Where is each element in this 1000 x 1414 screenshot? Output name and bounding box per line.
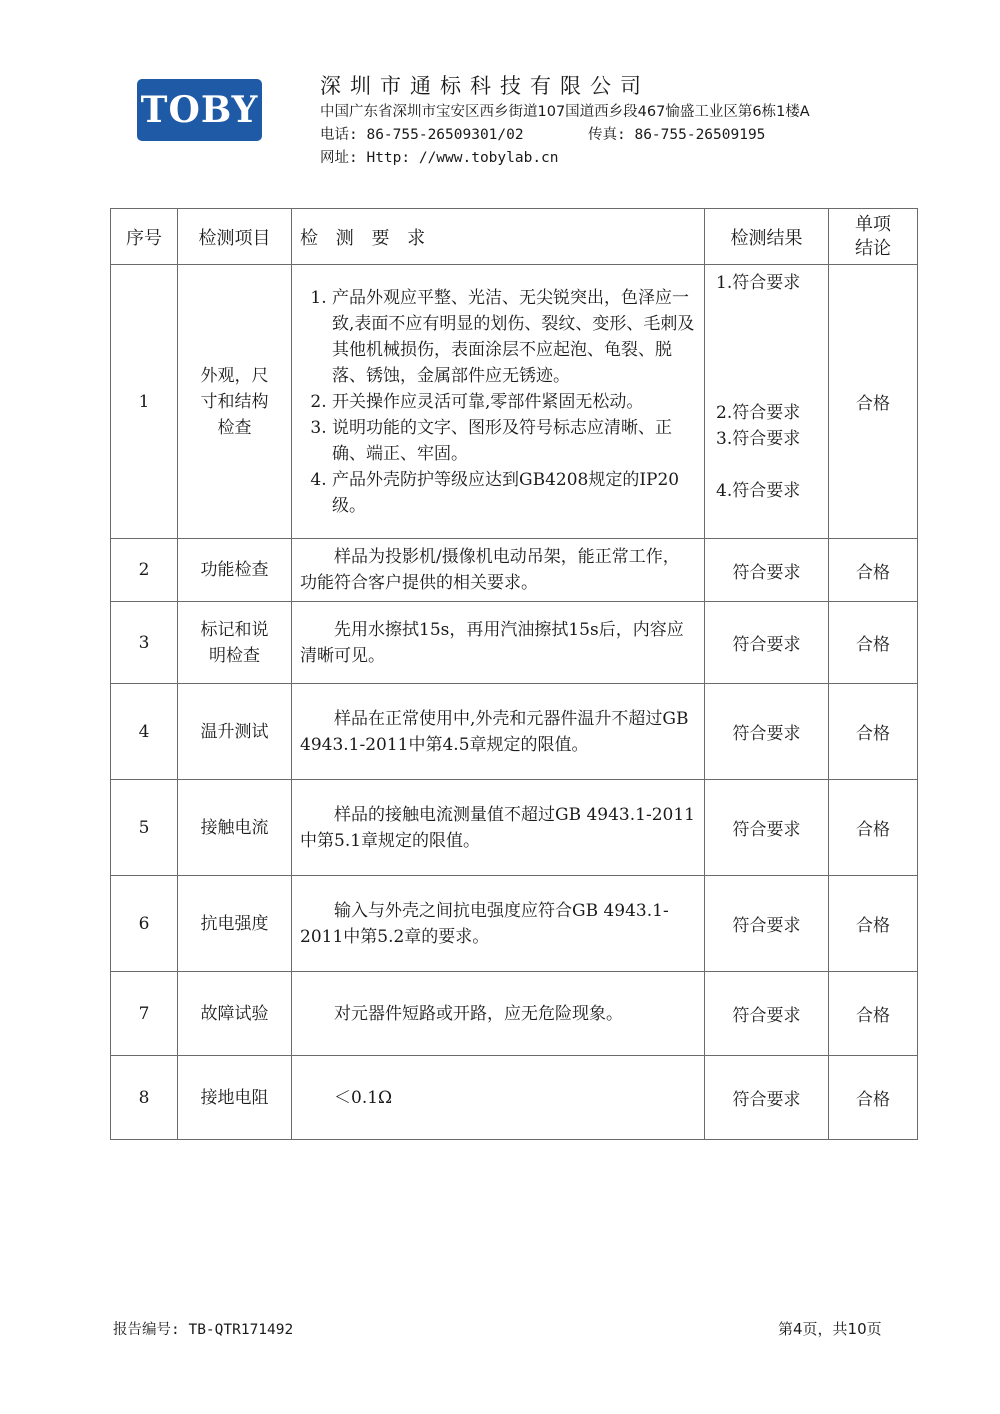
requirement-text: 样品的接触电流测量值不超过GB 4943.1-2011中第5.1章规定的限值。	[300, 804, 695, 851]
logo-text: TOBY	[140, 89, 259, 131]
result-item: 3.符合要求	[716, 429, 801, 449]
report-number: 报告编号: TB-QTR171492	[113, 1322, 294, 1338]
result-item: 4.符合要求	[716, 481, 801, 501]
inspection-table	[110, 208, 918, 1140]
row-result: 符合要求	[705, 780, 829, 876]
row-item: 抗电强度	[178, 876, 292, 972]
company-phone: 电话: 86-755-26509301/02	[320, 127, 524, 143]
page-number: 第4页，共10页	[778, 1320, 882, 1338]
row-no: 7	[111, 972, 178, 1056]
row-result: 符合要求	[705, 972, 829, 1056]
table-row	[111, 972, 918, 1056]
requirement-list	[300, 285, 696, 519]
requirement-text: 样品为投影机/摄像机电动吊架，能正常工作，功能符合客户提供的相关要求。	[300, 547, 680, 593]
row-result: 符合要求	[705, 684, 829, 780]
table-row	[111, 684, 918, 780]
row-result	[705, 265, 829, 539]
row-result: 符合要求	[705, 1056, 829, 1140]
row-requirement	[292, 539, 705, 602]
row-requirement	[292, 1056, 705, 1140]
row-requirement	[292, 972, 705, 1056]
row-item	[178, 602, 292, 684]
row-no: 2	[111, 539, 178, 602]
header-requirement: 检 测 要 求	[292, 209, 705, 265]
row-result: 符合要求	[705, 602, 829, 684]
row-requirement	[292, 265, 705, 539]
row-item: 接触电流	[178, 780, 292, 876]
row-conclusion: 合格	[829, 1056, 918, 1140]
row-no: 1	[111, 265, 178, 539]
header-result: 检测结果	[705, 209, 829, 265]
requirement-item: 2. 开关操作应灵活可靠,零部件紧固无松动。	[332, 389, 696, 415]
result-item: 2.符合要求	[716, 403, 801, 423]
row-no: 6	[111, 876, 178, 972]
requirement-text: 对元器件短路或开路，应无危险现象。	[334, 1003, 623, 1024]
row-item: 功能检查	[178, 539, 292, 602]
requirement-text: 输入与外壳之间抗电强度应符合GB 4943.1-2011中第5.2章的要求。	[300, 900, 669, 947]
table-row	[111, 602, 918, 684]
requirement-item: 4. 产品外壳防护等级应达到GB4208规定的IP20级。	[332, 467, 696, 519]
table-row	[111, 1056, 918, 1140]
requirement-text: ＜0.1Ω	[334, 1087, 393, 1108]
row-conclusion: 合格	[829, 876, 918, 972]
header-conclusion	[829, 209, 918, 265]
row-no: 3	[111, 602, 178, 684]
result-item: 1.符合要求	[716, 273, 801, 293]
row-requirement	[292, 780, 705, 876]
row-item	[178, 265, 292, 539]
row-requirement	[292, 876, 705, 972]
company-logo	[137, 79, 262, 141]
requirement-item: 3. 说明功能的文字、图形及符号标志应清晰、正确、端正、牢固。	[332, 415, 696, 467]
table-row	[111, 876, 918, 972]
header-no: 序号	[111, 209, 178, 265]
row-item-label: 标记和说明检查	[200, 619, 269, 666]
row-item: 温升测试	[178, 684, 292, 780]
table-row	[111, 539, 918, 602]
row-item-label: 外观，尺寸和结构检查	[200, 365, 269, 438]
header-conclusion-label: 单项结论	[855, 213, 891, 259]
result-list	[706, 266, 827, 530]
row-requirement	[292, 602, 705, 684]
row-no: 4	[111, 684, 178, 780]
company-address: 中国广东省深圳市宝安区西乡街道107国道西乡段467愉盛工业区第6栋1楼A	[320, 104, 810, 120]
row-result: 符合要求	[705, 876, 829, 972]
row-no: 8	[111, 1056, 178, 1140]
row-no: 5	[111, 780, 178, 876]
row-item: 故障试验	[178, 972, 292, 1056]
requirement-text: 样品在正常使用中,外壳和元器件温升不超过GB 4943.1-2011中第4.5章规定的限值。	[300, 708, 689, 755]
row-conclusion: 合格	[829, 780, 918, 876]
row-conclusion: 合格	[829, 602, 918, 684]
header-item: 检测项目	[178, 209, 292, 265]
row-item: 接地电阻	[178, 1056, 292, 1140]
row-conclusion: 合格	[829, 539, 918, 602]
row-conclusion: 合格	[829, 265, 918, 539]
row-result: 符合要求	[705, 539, 829, 602]
table-row	[111, 265, 918, 539]
table-header-row	[111, 209, 918, 265]
company-name: 深圳市通标科技有限公司	[320, 74, 650, 98]
row-conclusion: 合格	[829, 972, 918, 1056]
company-website: 网址: Http: //www.tobylab.cn	[320, 150, 559, 166]
requirement-item: 1. 产品外观应平整、光洁、无尖锐突出，色泽应一致,表面不应有明显的划伤、裂纹、变形、毛刺及其他机械损伤，表面涂层不应起泡、龟裂、脱落、锈蚀，金属部件应无锈迹。	[332, 285, 696, 389]
table-row	[111, 780, 918, 876]
company-fax: 传真: 86-755-26509195	[588, 127, 766, 143]
requirement-text: 先用水擦拭15s，再用汽油擦拭15s后，内容应清晰可见。	[300, 619, 684, 666]
row-conclusion: 合格	[829, 684, 918, 780]
row-requirement	[292, 684, 705, 780]
